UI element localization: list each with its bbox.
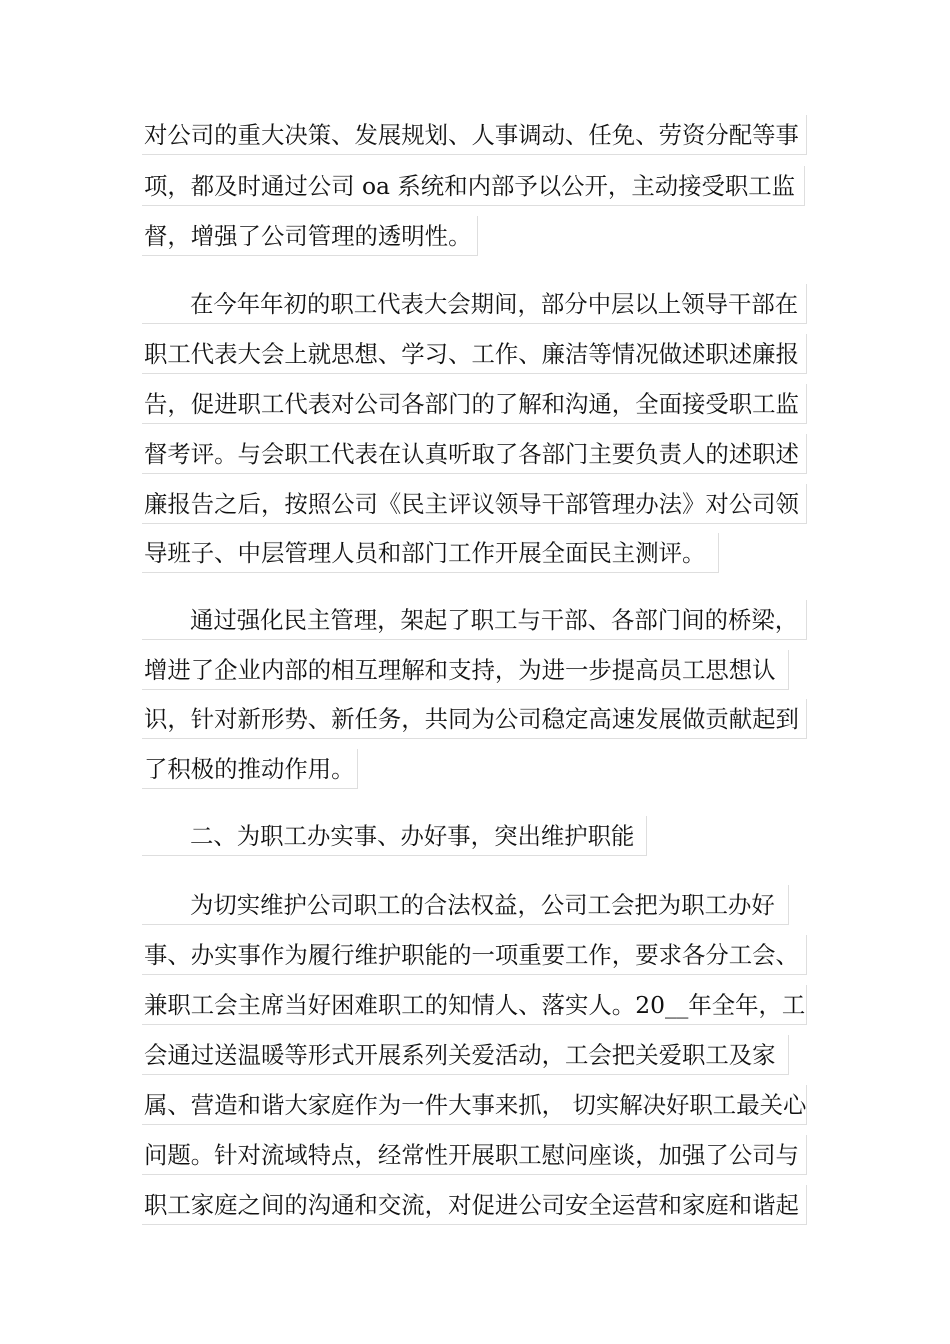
text-line: 廉报告之后，按照公司《民主评议领导干部管理办法》对公司领 [142, 484, 807, 524]
text-line: 问题。针对流域特点，经常性开展职工慰问座谈，加强了公司与 [142, 1135, 807, 1175]
text-line: 会通过送温暖等形式开展系列关爱活动，工会把关爱职工及家 [142, 1035, 789, 1075]
text-line: 对公司的重大决策、发展规划、人事调动、任免、劳资分配等事 [142, 115, 807, 155]
text-line: 事、办实事作为履行维护职能的一项重要工作，要求各分工会、 [142, 935, 807, 975]
section-heading: 二、为职工办实事、办好事，突出维护职能 [142, 816, 647, 856]
text-line: 了积极的推动作用。 [142, 749, 358, 789]
text-line: 督，增强了公司管理的透明性。 [142, 216, 478, 256]
text-line: 告，促进职工代表对公司各部门的了解和沟通，全面接受职工监 [142, 384, 807, 424]
text-line: 督考评。与会职工代表在认真听取了各部门主要负责人的述职述 [142, 434, 807, 474]
text-line: 在今年年初的职工代表大会期间，部分中层以上领导干部在 [142, 284, 807, 324]
text-line: 项，都及时通过公司 oa 系统和内部予以公开，主动接受职工监 [142, 166, 805, 206]
text-line: 职工代表大会上就思想、学习、工作、廉洁等情况做述职述廉报 [142, 334, 807, 374]
text-line: 通过强化民主管理，架起了职工与干部、各部门间的桥梁， [142, 600, 807, 640]
text-line: 识，针对新形势、新任务，共同为公司稳定高速发展做贡献起到 [142, 699, 807, 739]
text-line: 为切实维护公司职工的合法权益，公司工会把为职工办好 [142, 885, 789, 925]
text-line: 导班子、中层管理人员和部门工作开展全面民主测评。 [142, 533, 719, 573]
text-line: 职工家庭之间的沟通和交流，对促进公司安全运营和家庭和谐起 [142, 1185, 807, 1225]
text-line: 属、营造和谐大家庭作为一件大事来抓， 切实解决好职工最关心 [142, 1085, 807, 1125]
text-line: 增进了企业内部的相互理解和支持，为进一步提高员工思想认 [142, 650, 789, 690]
text-line: 兼职工会主席当好困难职工的知情人、落实人。20__年全年，工 [142, 985, 807, 1025]
